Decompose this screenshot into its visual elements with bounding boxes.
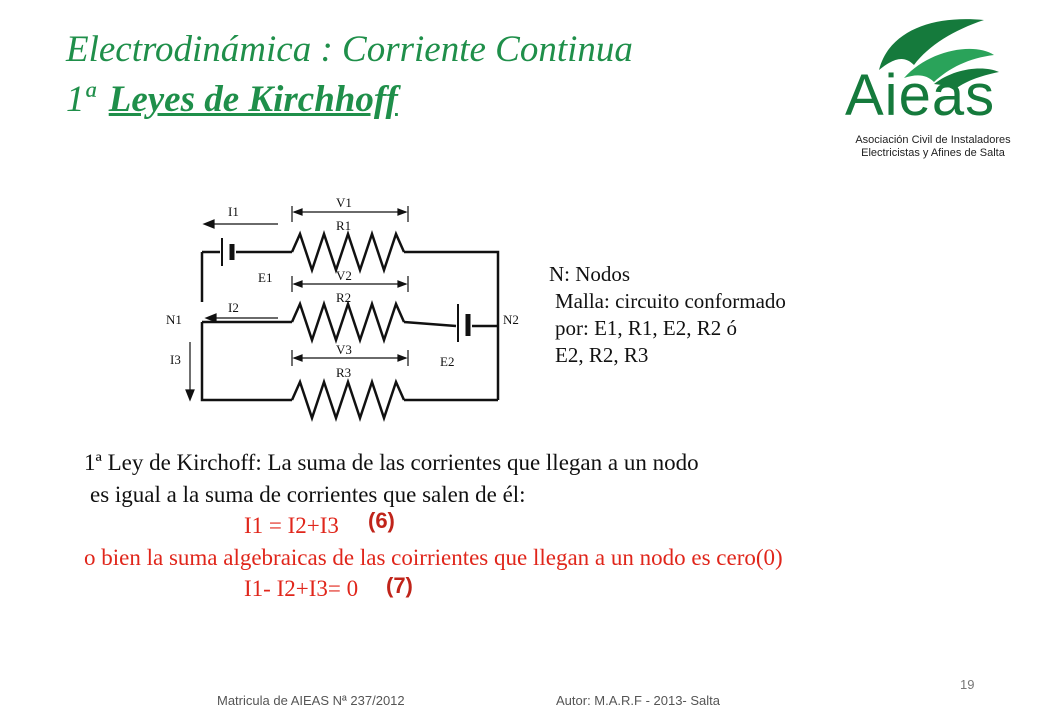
kirchhoff-circuit-diagram: [160, 192, 530, 424]
logo-subtitle-line1: Asociación Civil de Instaladores: [855, 134, 1011, 146]
footer-registration: Matricula de AIEAS Nª 237/2012: [217, 693, 405, 708]
slide-title: Electrodinámica : Corriente Continua: [66, 29, 633, 70]
kirchhoff-link[interactable]: Leyes de Kirchhoff: [108, 79, 398, 120]
label-r3: R3: [336, 365, 352, 380]
logo-subtitle: [838, 134, 1028, 160]
label-i3: I3: [170, 352, 181, 367]
law-statement-line2: es igual a la suma de corrientes que salen de él:: [90, 482, 526, 507]
page-number: 19: [960, 677, 975, 692]
label-i1: I1: [228, 204, 239, 219]
label-e1: E1: [258, 270, 273, 285]
label-r2: R2: [336, 290, 352, 305]
legend-nodes: N: Nodos: [549, 262, 631, 286]
legend-mesh-2: E2, R2, R3: [555, 343, 649, 367]
equation-7-tag: (7): [386, 573, 413, 598]
footer-author: Autor: M.A.R.F - 2013- Salta: [556, 693, 721, 708]
label-v1: V1: [336, 195, 352, 210]
slide-subtitle: [66, 78, 398, 121]
logo-subtitle-line2: Electricistas y Afines de Salta: [861, 147, 1005, 159]
logo-name: Aieas: [845, 63, 996, 128]
legend-mesh-1: por: E1, R1, E2, R2 ó: [555, 316, 737, 340]
subtitle-number: 1ª: [66, 79, 95, 120]
law-statement-line1: 1ª Ley de Kirchoff: La suma de las corrientes que llegan a un nodo: [84, 450, 699, 475]
label-i2: I2: [228, 300, 239, 315]
equation-6-tag: (6): [368, 508, 395, 533]
label-r1: R1: [336, 218, 352, 233]
equation-7: I1- I2+I3= 0: [244, 576, 359, 601]
label-n2: N2: [503, 312, 519, 327]
label-n1: N1: [166, 312, 182, 327]
law-alternative: o bien la suma algebraicas de las coirrientes que llegan a un nodo es cero(0): [84, 545, 783, 570]
label-e2: E2: [440, 354, 455, 369]
legend-mesh: Malla: circuito conformado: [555, 289, 786, 313]
label-v2: V2: [336, 268, 352, 283]
equation-6: I1 = I2+I3: [244, 513, 339, 538]
label-v3: V3: [336, 342, 352, 357]
circuit-legend: [549, 261, 786, 369]
